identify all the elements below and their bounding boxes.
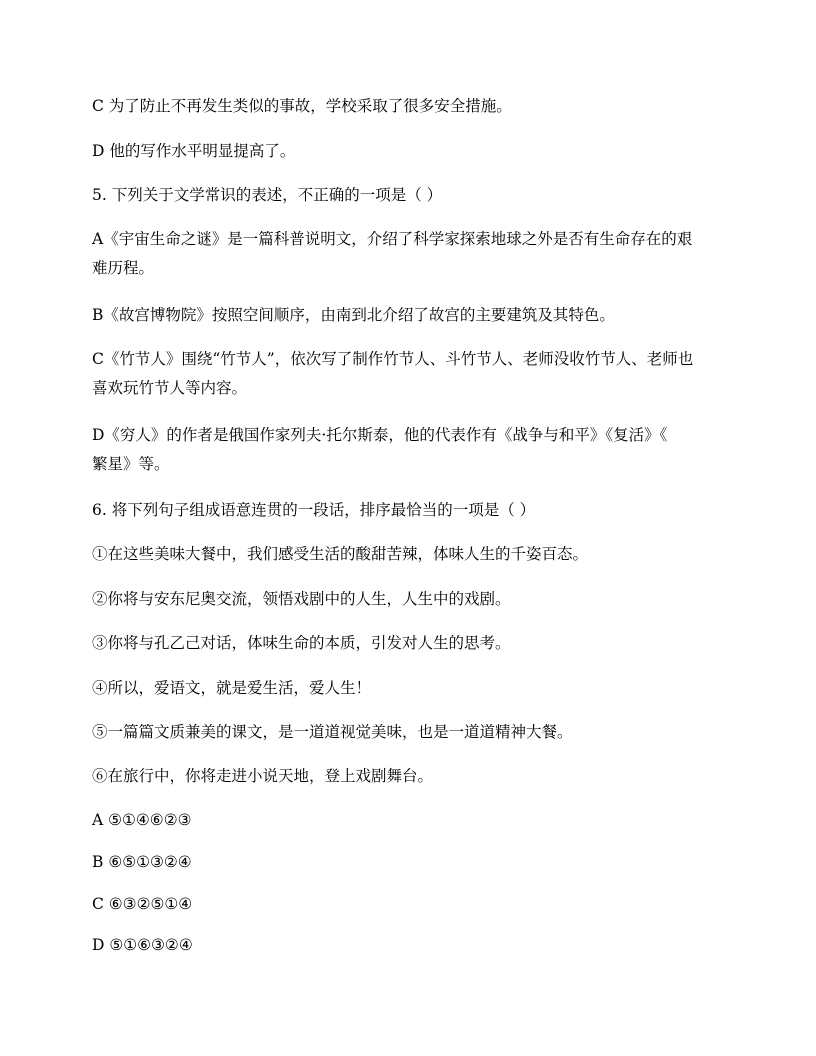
q6-option-c: C ⑥③②⑤①④ [92, 895, 193, 913]
q6-sentence-1: ①在这些美味大餐中，我们感受生活的酸甜苦辣，体味人生的千姿百态。 [92, 545, 589, 563]
q4-option-c: C 为了防止不再发生类似的事故，学校采取了很多安全措施。 [92, 97, 512, 115]
q5-option-d-line1: D《穷人》的作者是俄国作家列夫·托尔斯泰，他的代表作有《战争与和平》《复活》《 [92, 426, 668, 444]
q5-option-b: B《故宫博物院》按照空间顺序，由南到北介绍了故宫的主要建筑及其特色。 [92, 306, 615, 324]
q6-sentence-4: ④所以，爱语文，就是爱生活，爱人生！ [92, 679, 372, 697]
q6-sentence-2: ②你将与安东尼奥交流，领悟戏剧中的人生，人生中的戏剧。 [92, 590, 511, 608]
q5-option-a-line2: 难历程。 [92, 259, 155, 277]
q6-option-d: D ⑤①⑥③②④ [92, 936, 193, 954]
q6-sentence-3: ③你将与孔乙己对话，体味生命的本质，引发对人生的思考。 [92, 634, 511, 652]
q5-option-d-line2: 繁星》等。 [92, 455, 170, 473]
q6-option-b: B ⑥⑤①③②④ [92, 853, 192, 871]
q6-sentence-6: ⑥在旅行中，你将走进小说天地，登上戏剧舞台。 [92, 767, 434, 785]
q6-option-a: A ⑤①④⑥②③ [92, 811, 192, 829]
q5-option-c-line2: 喜欢玩竹节人等内容。 [92, 379, 248, 397]
q5-option-a-line1: A《宇宙生命之谜》是一篇科普说明文，介绍了科学家探索地球之外是否有生命存在的艰 [92, 230, 693, 248]
question-5-stem: 5. 下列关于文学常识的表述，不正确的一项是（ ） [92, 186, 443, 204]
q5-option-c-line1: C《竹节人》围绕“竹节人”，依次写了制作竹节人、斗竹节人、老师没收竹节人、老师也 [92, 350, 694, 368]
q6-sentence-5: ⑤一篇篇文质兼美的课文，是一道道视觉美味，也是一道道精神大餐。 [92, 723, 573, 741]
q4-option-d: D 他的写作水平明显提高了。 [92, 142, 296, 160]
question-6-stem: 6. 将下列句子组成语意连贯的一段话，排序最恰当的一项是（ ） [92, 501, 536, 519]
